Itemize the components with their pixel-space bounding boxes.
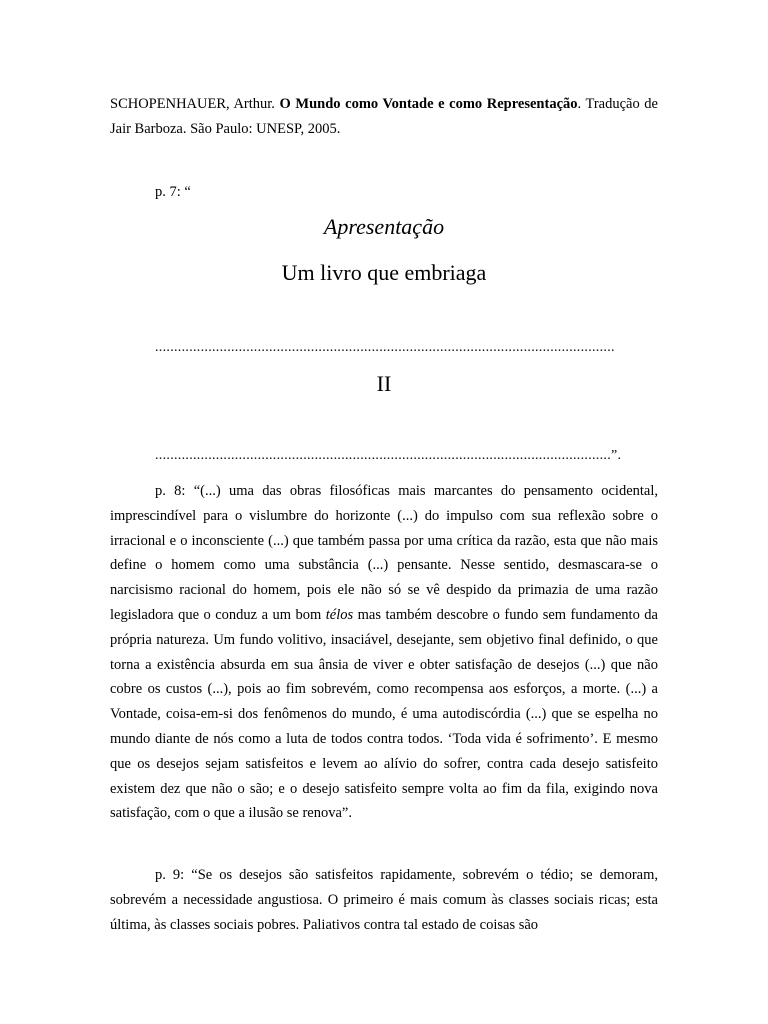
section-heading: Apresentação — [323, 214, 445, 239]
paragraph-1-text-a: p. 8: “(...) uma das obras filosóficas mais marcantes do pensamento ocidental, imprescindível para o vislumbre do horizonte (...) do impulso com sua reflexão sobre o irracional e o inconsciente (...) que também passa por uma crítica da razão, esta que não mais define o homem como uma substância (...) pensante. Nesse sentido, desmascara-se o narcisismo racional do homem, pois ele não só se vê despido da primazia de uma razão legisladora que o conduz a um bom — [110, 483, 658, 623]
quote-paragraph-page-8 — [110, 479, 658, 826]
bibliographic-reference — [110, 92, 658, 142]
paragraph-1-text-b: mas também descobre o fundo sem fundamento da própria natureza. Um fundo volitivo, insaciável, desejante, sem objetivo final definido, o que torna a existência absurda em sua ânsia de viver e obter satisfação de desejos (...) que não cobre os custos (...), pois ao fim sobrevém, como recompensa aos esforços, a morte. (...) a Vontade, coisa-em-si dos fenômenos do mundo, é uma autodiscórdia (...) que se espelha no mundo diante de nós como a luta de todos contra todos. ‘Toda vida é sofrimento’. E mesmo que os desejos sejam satisfeitos e levem ao alívio do sofrer, contra cada desejo satisfeito existem dez que não o são; e o desejo satisfeito sempre volta ao fim da fila, exigindo nova satisfação, com o que a ilusão se renova”. — [110, 606, 658, 822]
quote-paragraph-page-9 — [110, 863, 658, 937]
reference-title: O Mundo como Vontade e como Representação — [279, 96, 578, 112]
section-subheading: Um livro que embriaga — [281, 260, 487, 285]
telos-term: télos — [325, 606, 354, 623]
ellipsis-line-1: ......................................................................................................................... — [155, 340, 615, 355]
paragraph-2-text: p. 9: “Se os desejos são satisfeitos rapidamente, sobrevém o tédio; se demoram, sobrevém a necessidade angustiosa. O primeiro é mais comum às classes sociais ricas; esta última, às classes sociais pobres. Paliativos contra tal estado de coisas são — [110, 867, 658, 933]
page-7-quote-open: p. 7: “ — [155, 184, 191, 200]
roman-numeral-heading: II — [376, 371, 392, 396]
reference-author: SCHOPENHAUER, Arthur. — [110, 96, 280, 112]
reference-details: . Tradução de Jair Barboza. São Paulo: UNESP, 2005. — [110, 96, 658, 137]
ellipsis-line-2: ........................................................................................................................”. — [155, 448, 622, 463]
